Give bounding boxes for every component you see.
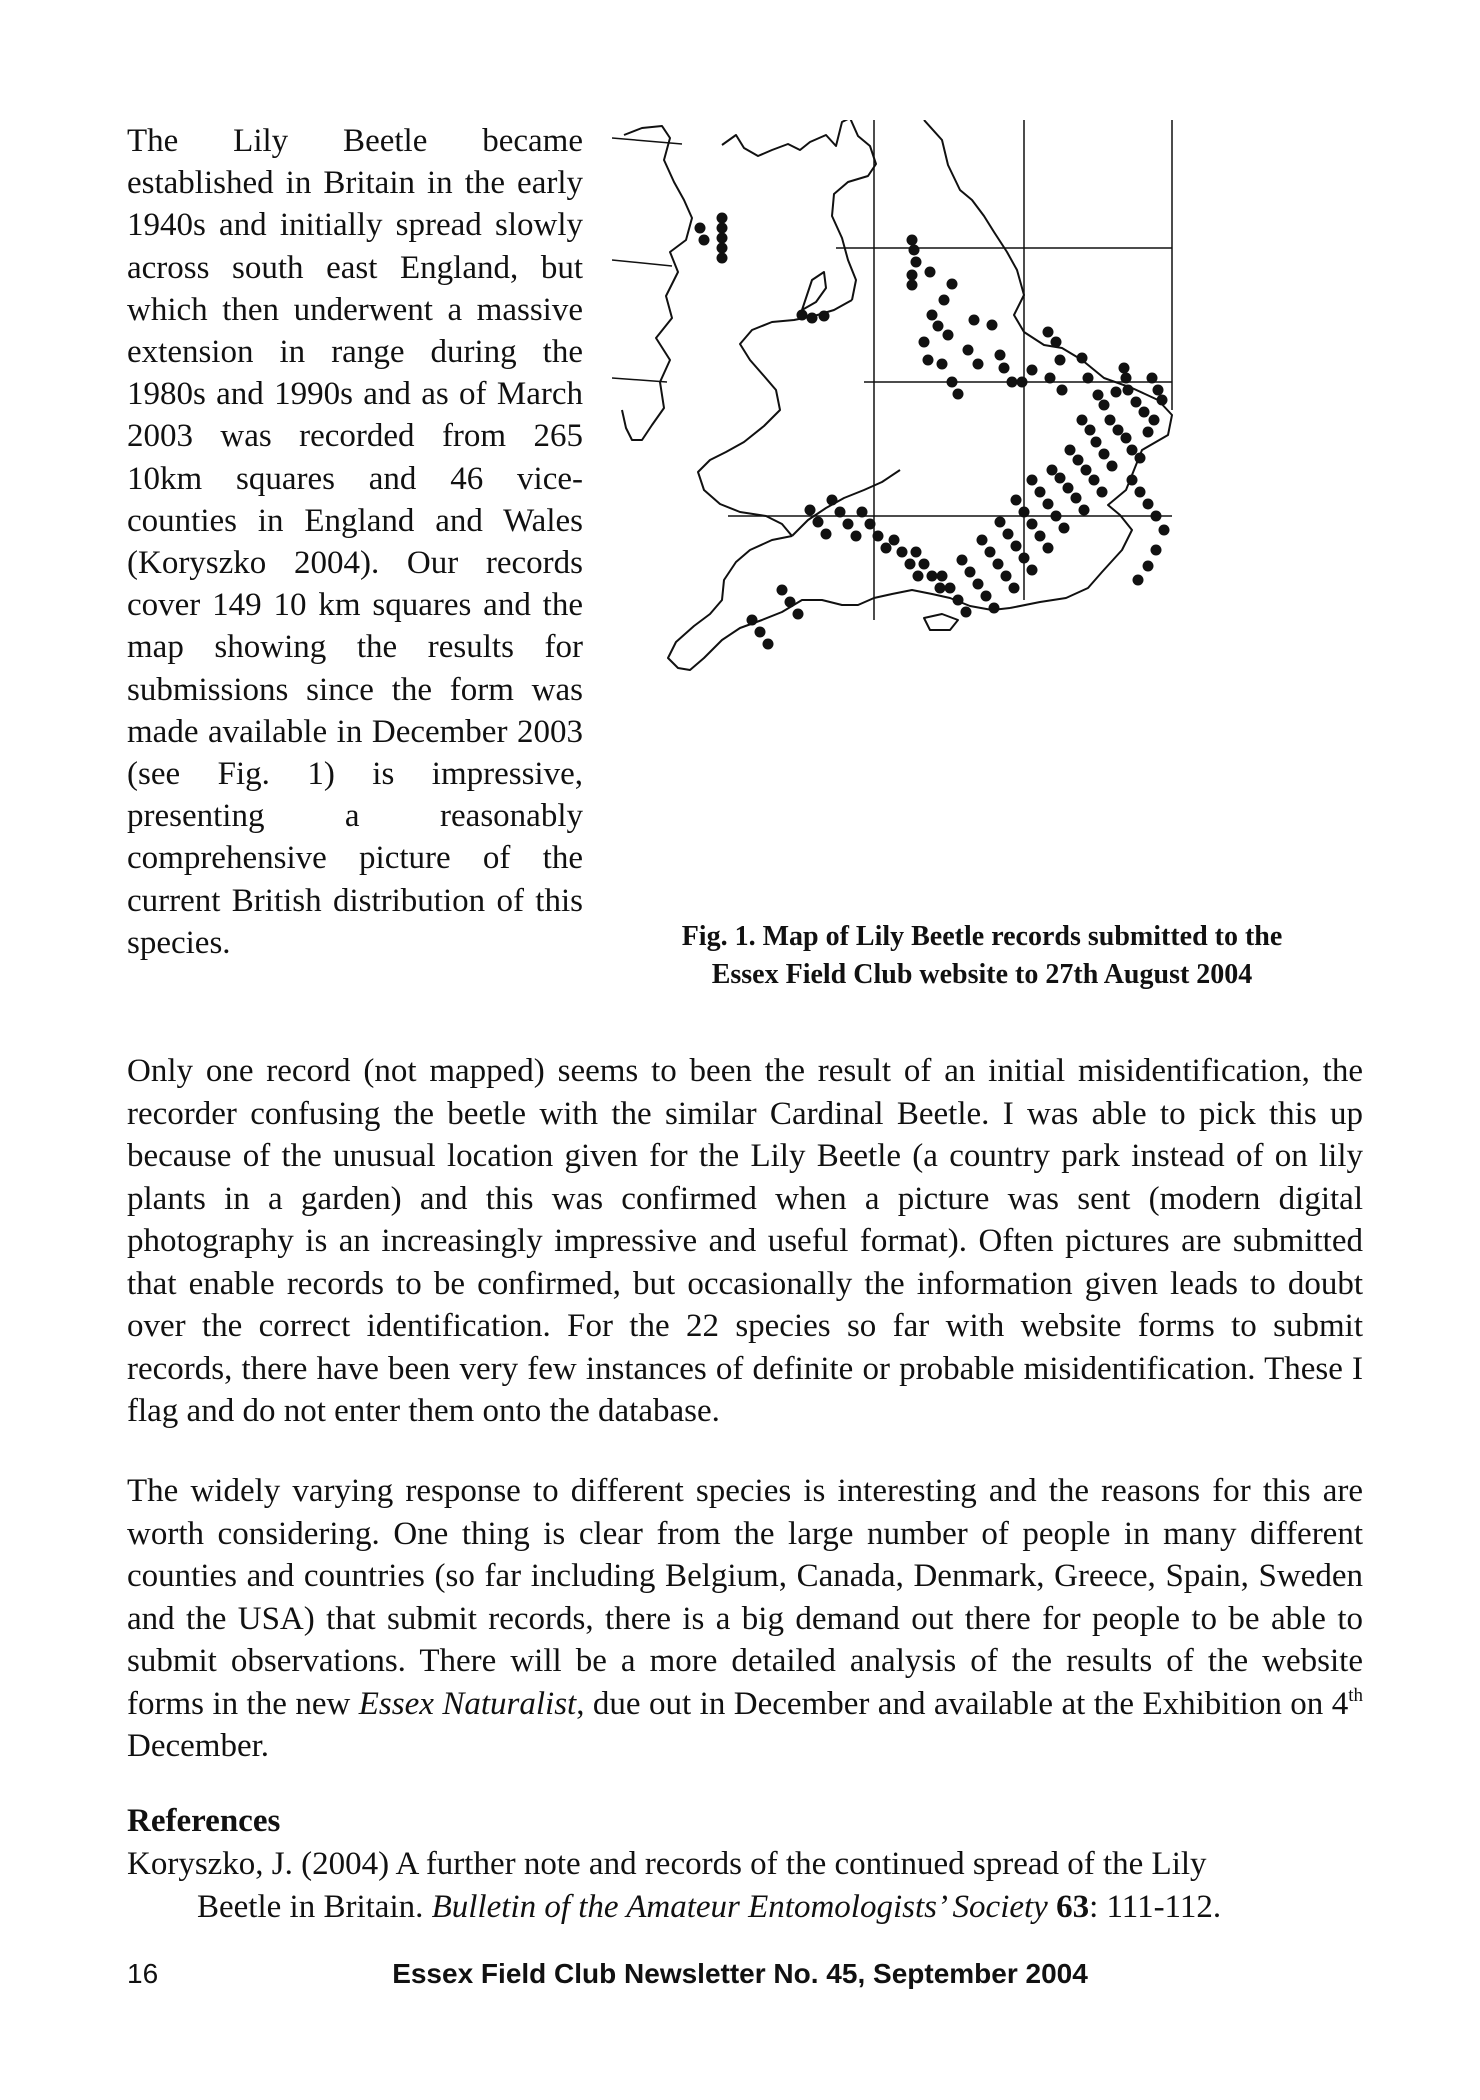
record-dot: [1139, 407, 1150, 418]
record-dot: [1027, 475, 1038, 486]
record-dot: [1133, 575, 1144, 586]
record-dot: [717, 253, 728, 264]
record-dot: [1077, 353, 1088, 364]
record-dot: [1091, 437, 1102, 448]
reference-line-1: Koryszko, J. (2004) A further note and records of the continued spread of the Lily: [127, 1846, 1207, 1882]
record-dot: [957, 555, 968, 566]
record-dot: [1159, 525, 1170, 536]
record-dot: [923, 355, 934, 366]
record-dot: [819, 311, 830, 322]
distribution-map: [612, 120, 1364, 900]
record-dot: [953, 595, 964, 606]
record-dot: [1089, 475, 1100, 486]
record-dot: [717, 223, 728, 234]
record-dot: [1017, 377, 1028, 388]
record-dot: [905, 559, 916, 570]
ordinal-suffix: th: [1348, 1684, 1364, 1706]
journal-pages: : 111-112.: [1089, 1888, 1222, 1925]
grid-line: [612, 138, 682, 144]
record-dot: [995, 517, 1006, 528]
record-dot: [755, 627, 766, 638]
record-dot: [911, 257, 922, 268]
record-dot: [1085, 425, 1096, 436]
record-dot: [1143, 427, 1154, 438]
record-dot: [1081, 465, 1092, 476]
record-dots: [695, 213, 1170, 650]
record-dot: [1035, 487, 1046, 498]
record-dot: [1027, 565, 1038, 576]
record-dot: [993, 559, 1004, 570]
northwest-coast: [832, 120, 876, 300]
isle-of-man: [802, 272, 826, 310]
record-dot: [945, 583, 956, 594]
record-dot: [969, 315, 980, 326]
figure-caption: [612, 918, 1352, 994]
grid-line: [612, 260, 672, 266]
record-dot: [1043, 327, 1054, 338]
record-dot: [1019, 553, 1030, 564]
record-dot: [1043, 543, 1054, 554]
record-dot: [1055, 473, 1066, 484]
record-dot: [857, 507, 868, 518]
running-footer: Essex Field Club Newsletter No. 45, September 2004: [392, 1958, 1088, 1989]
record-dot: [973, 359, 984, 370]
record-dot: [797, 310, 808, 321]
isle-of-wight: [924, 614, 958, 630]
record-dot: [1105, 415, 1116, 426]
record-dot: [919, 559, 930, 570]
record-dot: [999, 363, 1010, 374]
record-dot: [1119, 363, 1130, 374]
record-dot: [805, 505, 816, 516]
record-dot: [937, 571, 948, 582]
record-dot: [995, 350, 1006, 361]
record-dot: [813, 517, 824, 528]
record-dot: [963, 345, 974, 356]
record-dot: [873, 531, 884, 542]
record-dot: [717, 233, 728, 244]
record-dot: [1121, 373, 1132, 384]
record-dot: [907, 270, 918, 281]
record-dot: [1011, 541, 1022, 552]
record-dot: [1055, 355, 1066, 366]
paragraph-2-text: The widely varying response to different species is interesting and the reasons for this are worth considering. One thing is clear from the large number of people in many different counties and countries (so far including Belgium, Canada, Denmark, Greece, Spain, Sweden and the USA) that submit records, there is a big demand out there for people to be able to submit observations. There will be a more detailed analysis of the results of the website forms in the new: [127, 1473, 1363, 1722]
record-dot: [953, 389, 964, 400]
record-dot: [947, 279, 958, 290]
reference-line-2: [127, 1886, 1367, 1929]
record-dot: [919, 337, 930, 348]
record-dot: [977, 535, 988, 546]
journal-title: Bulletin of the Amateur Entomologists’ Society: [431, 1888, 1048, 1925]
record-dot: [1147, 373, 1158, 384]
record-dot: [907, 235, 918, 246]
references-heading: References: [127, 1803, 281, 1839]
intro-paragraph: The Lily Beetle became established in Britain in the early 1940s and initially spread slowly across south east England, but which then underwent a massive extension in range during the 1980s and 1990s and as of March 2003 was recorded from 265 10km squares and 46 vice-counties in England and Wales (Koryszko 2004). Our records cover 149 10 km squares and the map showing the results for submissions since the form was made available in December 2003 (see Fig. 1) is impressive, presenting a reasonably comprehensive picture of the current British distribution of this species.: [127, 123, 583, 961]
grid-line: [612, 378, 667, 382]
record-dot: [909, 245, 920, 256]
record-dot: [1121, 433, 1132, 444]
record-dot: [1111, 387, 1122, 398]
record-dot: [807, 313, 818, 324]
record-dot: [1127, 445, 1138, 456]
record-dot: [835, 507, 846, 518]
record-dot: [927, 310, 938, 321]
record-dot: [1073, 455, 1084, 466]
record-dot: [1099, 400, 1110, 411]
body-paragraph-2: [127, 1470, 1363, 1768]
record-dot: [1123, 385, 1134, 396]
record-dot: [1011, 495, 1022, 506]
caption-line-2: Essex Field Club website to 27th August 2004: [711, 959, 1253, 990]
paragraph-2-text: , due out in December and available at the Exhibition on 4: [576, 1685, 1349, 1722]
record-dot: [717, 213, 728, 224]
record-dot: [785, 597, 796, 608]
page-number: 16: [127, 1958, 159, 1989]
record-dot: [1003, 529, 1014, 540]
reference-entry: [127, 1843, 1367, 1928]
caption-line-1: Fig. 1. Map of Lily Beetle records submitted to the: [681, 921, 1283, 952]
record-dot: [1107, 461, 1118, 472]
record-dot: [1143, 499, 1154, 510]
record-dot: [881, 543, 892, 554]
record-dot: [1093, 390, 1104, 401]
record-dot: [1035, 531, 1046, 542]
record-dot: [1151, 511, 1162, 522]
record-dot: [937, 359, 948, 370]
record-dot: [1027, 519, 1038, 530]
record-dot: [699, 235, 710, 246]
record-dot: [1007, 377, 1018, 388]
record-dot: [1019, 507, 1030, 518]
record-dot: [1113, 425, 1124, 436]
record-dot: [747, 615, 758, 626]
record-dot: [1001, 571, 1012, 582]
record-dot: [943, 330, 954, 341]
coastline-outline: [622, 120, 1172, 670]
record-dot: [777, 585, 788, 596]
record-dot: [913, 571, 924, 582]
record-dot: [897, 547, 908, 558]
record-dot: [989, 603, 1000, 614]
record-dot: [1135, 487, 1146, 498]
record-dot: [947, 377, 958, 388]
record-dot: [927, 571, 938, 582]
record-dot: [973, 579, 984, 590]
record-dot: [717, 243, 728, 254]
record-dot: [1051, 337, 1062, 348]
record-dot: [1127, 475, 1138, 486]
journal-volume: 63: [1056, 1888, 1090, 1925]
record-dot: [933, 321, 944, 332]
body-paragraph-1: Only one record (not mapped) seems to been the result of an initial misidentification, the recorder confusing the beetle with the similar Cardinal Beetle. I was able to pick this up because of the unusual location given for the Lily Beetle (a country park instead of on lily plants in a garden) and this was confirmed when a picture was sent (modern digital photography is an increasingly impressive and useful format). Often pictures are submitted that enable records to be confirmed, but occasionally the information given leads to doubt over the correct identification. For the 22 species so far with website forms to submit records, there have been very few instances of definite or probable misidentification. These I flag and do not enter them onto the database.: [127, 1053, 1363, 1429]
record-dot: [1083, 373, 1094, 384]
record-dot: [911, 547, 922, 558]
record-dot: [1051, 511, 1062, 522]
record-dot: [1099, 449, 1110, 460]
record-dot: [1071, 493, 1082, 504]
record-dot: [961, 607, 972, 618]
record-dot: [1057, 385, 1068, 396]
record-dot: [1027, 365, 1038, 376]
reference-text: Beetle in Britain.: [197, 1888, 432, 1925]
record-dot: [1131, 397, 1142, 408]
record-dot: [843, 519, 854, 530]
record-dot: [965, 567, 976, 578]
record-dot: [1143, 561, 1154, 572]
record-dot: [985, 547, 996, 558]
record-dot: [1059, 523, 1070, 534]
record-dot: [763, 639, 774, 650]
record-dot: [851, 531, 862, 542]
record-dot: [1043, 499, 1054, 510]
record-dot: [907, 280, 918, 291]
record-dot: [981, 591, 992, 602]
record-dot: [827, 495, 838, 506]
scotland-south-coast: [722, 120, 850, 156]
record-dot: [1079, 505, 1090, 516]
east-coast: [924, 120, 1172, 608]
record-dot: [695, 223, 706, 234]
record-dot: [1077, 415, 1088, 426]
record-dot: [1097, 487, 1108, 498]
record-dot: [1045, 373, 1056, 384]
record-dot: [865, 519, 876, 530]
paragraph-2-text: December.: [127, 1728, 270, 1764]
record-dot: [987, 320, 998, 331]
record-dot: [1047, 465, 1058, 476]
record-dot: [1157, 395, 1168, 406]
record-dot: [1065, 445, 1076, 456]
publication-title: Essex Naturalist: [358, 1685, 577, 1722]
record-dot: [1009, 583, 1020, 594]
record-dot: [1151, 545, 1162, 556]
ireland-coast: [622, 126, 692, 440]
record-dot: [821, 529, 832, 540]
record-dot: [925, 267, 936, 278]
record-dot: [1149, 415, 1160, 426]
record-dot: [1135, 453, 1146, 464]
record-dot: [1153, 385, 1164, 396]
record-dot: [935, 583, 946, 594]
record-dot: [1063, 483, 1074, 494]
record-dot: [889, 535, 900, 546]
record-dot: [939, 295, 950, 306]
record-dot: [793, 609, 804, 620]
